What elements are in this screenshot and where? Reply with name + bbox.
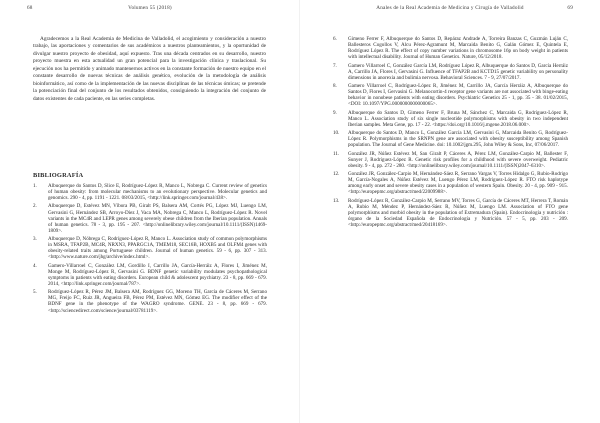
reference-number: 4. bbox=[33, 262, 37, 269]
acknowledgements-paragraph: Agradecemos a la Real Academia de Medicina de Valladolid, el acogimiento y consideración a nuestro trabajo, las aportaciones y comentarios de sus académicos a nuestros planteamientos, y la oportunidad de divulgar nuestro proyecto de obesidad, aquí expuesto. Tras una década centrados en su desarrollo, nuestro proyecto muestra en esta actualidad un gran potencial para la investigación clínica y traslacional. Su ejecución nos ha permitido y animado mantenernos activos en la constante formación de nuestro equipo en el constante desarrollo de nuevas técnicas de análisis genético, evolución de la metodología de análisis bioinformático, así como de la implementación de las nuevas disciplinas de las técnicas ómicas; se pretende la potenciación final del conjunto de los resultados obtenidos, consiguiendo la integración del conjunto de datos existentes de cada paciente, en las series completas. bbox=[33, 36, 266, 102]
reference-item bbox=[333, 171, 568, 195]
reference-item bbox=[33, 203, 267, 233]
reference-number: 1. bbox=[33, 183, 37, 189]
reference-list bbox=[333, 36, 568, 230]
reference-text: Gimeno Ferrer F, Albuquerque do Santos D, Repáraz Andrade A, Torreira Banzas C, Guzmán Luján C, Ballesteros Cogollos V, Alcu Pérez-Agramunt M, Marcaida Benito G, Galán Gómez E, Quintela E, Rodríguez López R. The effect of copy number variations in chromosome 16p on body weight in patients with intellectual disability. Journal of Human Genetics. Nature, 05/12/2018. bbox=[348, 36, 568, 61]
reference-text: Gamero Villarroel C, Rodríguez-López R, Jiménez M, Carrillo JA, García Herráiz A, Albuquerque do Santos D, Flores I, Gervasini G. Melanocortin-4 receptor gene variants are not associated with binge-eating behavior in nonobese patients with eating disorders. Psychiatric Genetics 25 - 1, pp. 35 - 38. 01/02/2015, <DOI: 10.1097/YPG.0000000000000065>. bbox=[348, 83, 568, 108]
reference-text: Gamero-Villarroel C, González LM, Gordillo I, Carrillo JA, García-Herráiz A, Flores I, Jiménez M, Monge M, Rodríguez-López R, Gervasini G. BDNF genetic variability modulates psychopathological symptoms in patients with eating disorders. European child & adolescent psychiatry. 23 - 8, pp. 669 - 679. 2014, <http://link.springer.com/journal/787>. bbox=[48, 262, 267, 287]
reference-number: 7. bbox=[333, 62, 337, 69]
reference-text: Rodríguez-López R, González-Carpio M, Serrano MV, Torres G, García de Cáceres MT, Herrera T, Román A, Rubio M, Méndez P, Hernández-Sáez R, Núñez M, Luengo LM. Association of FTO gene polymorphisms and morbid obesity in the population of Extremadura (Spain). Endocrinología y nutrición : órgano de la Sociedad Española de Endocrinología y Nutrición. 57 - 5, pp. 203 - 209. <http://europepmc.org/abstract/med/20418169>. bbox=[348, 197, 568, 228]
reference-item bbox=[333, 63, 568, 81]
reference-number: 10. bbox=[333, 130, 340, 137]
reference-text: González JR, Núñez Estévez M, San Giralt P, Cáceres A, Pérez LM, González-Carpio M, Ballester F, Sunyer J, Rodríguez-López R. Genetic risk profiles for a childhood with severe overweight. Pediatric obesity. 9 - 4, pp. 272 - 280. <http://onlinelibrary.wiley.com/journal/10.1111/(ISSN)2047-6310>. bbox=[348, 150, 568, 169]
running-title: Volumen 55 (2018) bbox=[128, 5, 172, 11]
reference-number: 3. bbox=[33, 236, 37, 243]
reference-list bbox=[33, 183, 267, 316]
reference-item bbox=[33, 236, 267, 260]
reference-text: Albuquerque do Santos D, Manco L, González García LM, Gervasini G, Marcaida Benito G, Rodríguez-López R. Polymorphisms in the SRNPN gene are associated with obesity susceptibility among Spanish population. The Journal of Gene Medicine. doi: 10.1002/jgm.295, John Wiley & Sons, Inc, 07/06/2017. bbox=[348, 130, 568, 149]
reference-number: 8. bbox=[333, 83, 337, 90]
right-page bbox=[300, 0, 600, 423]
reference-item bbox=[333, 198, 568, 228]
reference-text: Albuquerque do Santos D, Slice E, Rodríguez-López R, Manco L, Nobrega C. Current review of genetics of human obesity: from molecular mechanisms to an evolutionary perspective. Molecular genetics and genomics. 290 - 4, pp. 1191 - 1221. 08/03/2015, <http://link.springer.com/journal/438>. bbox=[48, 183, 267, 202]
reference-number: 2. bbox=[33, 203, 37, 210]
reference-number: 12. bbox=[333, 171, 340, 177]
reference-text: Albuquerque D, Nóbrega C, Rodríguez-López R, Manco L. Association study of common polymorphisms in MSRA, TFAP2B, MC4R, NRXN3, PPARGC1A, TMEM18, SEC16B, HOXB5 and OLFM4 genes with obesity-related traits among Portuguese children. Journal of human genetics. 59 - 6, pp. 307 - 313. <http://www.nature.com/jhg/archive/index.html>. bbox=[48, 236, 267, 261]
reference-text: González JR, González-Carpio M, Hernández-Sáez R, Serrano Vargas V, Torres Hidalgo G, Rubio-Rodrigo M, García-Nogales A, Núñez Estévez M, Luengo Pérez LM, Rodríguez-López R. FTO risk haplotype among early onset and severe obesity cases in a population of western Spain. Obesity. 20 - 4, pp. 909 - 915. <http://europepmc.org/abstract/med/22009988>. bbox=[348, 171, 568, 196]
reference-text: Rodríguez-López R, Pérez JM, Balsera AM, Rodríguez GG, Moreno TH, García de Cáceres M, Serrano MG, Freijo FC, Ruiz JR, Angueira FB, Pérez PM, Estévez MN, Gómez EG. The modifier effect of the BDNF gene in the phenotype of the WAGRO syndrome. GENE. 23 - 8, pp. 669 - 679. <http://sciencedirect.com/science/journal/03781119>. bbox=[48, 289, 267, 314]
reference-number: 9. bbox=[333, 109, 337, 116]
reference-number: 13. bbox=[333, 197, 340, 204]
running-title: Anales de la Real Academia de Medicina y Cirugía de Valladolid bbox=[376, 5, 524, 11]
reference-text: Albuquerque D, Estévez MN, Víbora PB, Giralt PS, Balsera AM, Cortés PG, López MJ, Luengo LM, Gervasini G, Hernández SB, Arroyo-Díez J, Vaca MA, Nobrega C, Manco L, Rodríguez-López R. Novel variants in the MC4R and LEPR genes among severely obese children from the Iberian population. Annals of human genetics. 78 - 3, pp. 195 - 207. <http://onlinelibrary.wiley.com/journal/10.1111/(ISSN)1469-1809>. bbox=[48, 203, 267, 234]
reference-item bbox=[333, 130, 568, 148]
page-number: 68 bbox=[27, 5, 33, 11]
reference-item bbox=[33, 289, 267, 313]
reference-item bbox=[333, 110, 568, 128]
reference-number: 5. bbox=[33, 289, 37, 296]
reference-number: 6. bbox=[333, 36, 337, 42]
reference-item bbox=[333, 151, 568, 169]
bibliography-heading: BIBLIOGRAFÍA bbox=[33, 172, 84, 179]
reference-number: 11. bbox=[333, 150, 340, 157]
reference-item bbox=[333, 36, 568, 60]
reference-item bbox=[33, 263, 267, 287]
reference-item bbox=[33, 183, 267, 201]
reference-text: Gamero Villarroel C, González García LM, Rodríguez López R, Albuquerque do Santos D, García Herráiz A, Carrillo JA, Flores I, Gervasini G. Influence of TFAP2B and KCTD15 genetic variability on personality dimensions in anorexia and bulimia nervosa. Behavioral Sciences. 7 - 9, 27/07/2017. bbox=[348, 62, 568, 81]
page-number: 69 bbox=[567, 5, 573, 11]
reference-item bbox=[333, 83, 568, 107]
reference-text: Albuquerque do Santos D, Gimeno Ferrer F, Bruna M, Sánchez C, Marcaida G, Rodríguez-López R, Manco L. Association study of six single nucleotide polymorphisms with obesity in two independent Iberian samples. Meta Gene, pp. 17 - 22. <https://doi.org/10.1016/j.mgene.2018.06.000>. bbox=[348, 109, 568, 128]
